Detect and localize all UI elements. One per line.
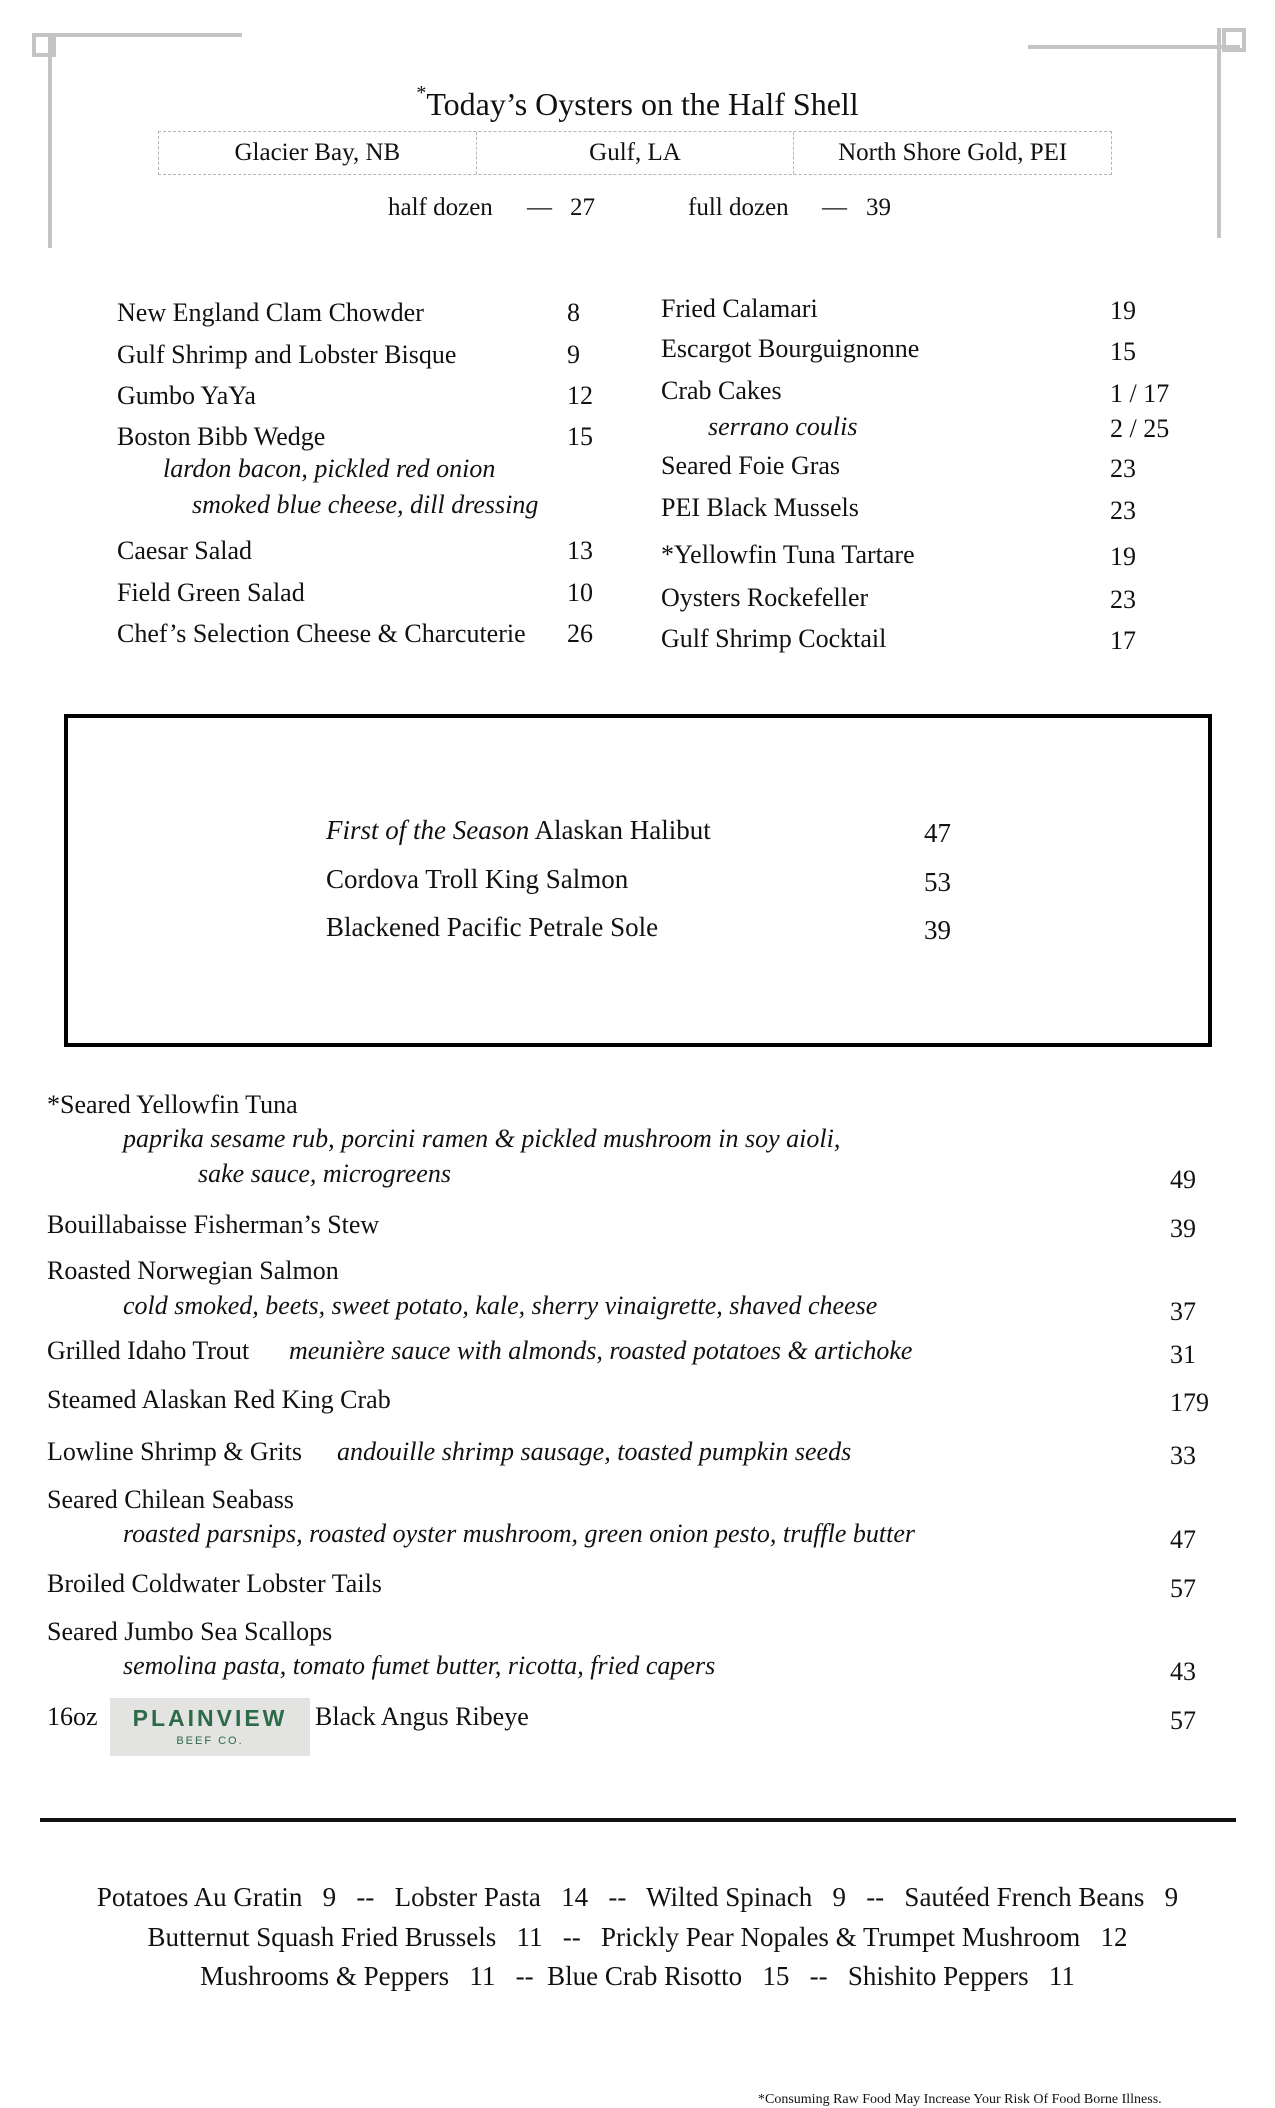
special-name: Cordova Troll King Salmon: [326, 864, 629, 894]
starter-name: Escargot Bourguignonne: [661, 334, 920, 363]
entree-name: Seared Jumbo Sea Scallops: [47, 1617, 333, 1646]
starter-name: Chef’s Selection Cheese & Charcuterie: [117, 619, 526, 648]
logo-subtitle: BEEF CO.: [176, 1735, 244, 1747]
oyster-half-dozen-dash: —: [527, 194, 552, 221]
oyster-full-dozen-price: 39: [866, 194, 891, 221]
corner-ornament-right-box: [1222, 28, 1246, 52]
starter-name: New England Clam Chowder: [117, 298, 424, 327]
entree-description: semolina pasta, tomato fumet butter, ricotta, fried capers: [123, 1651, 716, 1680]
starter-price: 23: [1110, 585, 1136, 614]
starter-price: 13: [567, 536, 593, 565]
starter-name: Field Green Salad: [117, 578, 305, 607]
corner-ornament-top-left: [32, 33, 242, 37]
entree-name: Bouillabaisse Fisherman’s Stew: [47, 1210, 380, 1239]
special-price: 47: [924, 818, 951, 848]
entree-price: 39: [1170, 1214, 1196, 1243]
sides-line: Potatoes Au Gratin 9 -- Lobster Pasta 14 -- Wilted Spinach 9 -- Sautéed French Beans 9: [96, 1882, 1179, 1912]
starter-name: Gulf Shrimp and Lobster Bisque: [117, 340, 457, 369]
starter-name: Gumbo YaYa: [117, 381, 256, 410]
starter-price: 23: [1110, 454, 1136, 483]
entree-description: andouille shrimp sausage, toasted pumpkin seeds: [337, 1437, 852, 1466]
starter-description: smoked blue cheese, dill dressing: [192, 490, 539, 519]
entree-description: paprika sesame rub, porcini ramen & pickled mushroom in soy aioli,: [123, 1124, 841, 1153]
oyster-full-dozen-label: full dozen: [688, 194, 789, 221]
plainview-beef-logo: [110, 1698, 310, 1756]
starter-price: 1 / 17: [1110, 379, 1170, 408]
oyster-full-dozen-dash: —: [822, 194, 847, 221]
oysters-title: [0, 82, 1275, 123]
starter-description: serrano coulis: [708, 412, 858, 441]
starter-price: 2 / 25: [1110, 414, 1170, 443]
starter-price: 19: [1110, 296, 1136, 325]
entree-name: Black Angus Ribeye: [315, 1702, 529, 1731]
logo-wordmark: PLAINVIEW: [132, 1705, 288, 1731]
oyster-variety: North Shore Gold, PEI: [838, 139, 1068, 166]
starter-name: Crab Cakes: [661, 376, 782, 405]
entree-price: 37: [1170, 1297, 1196, 1326]
entree-name: Seared Chilean Seabass: [47, 1485, 294, 1514]
oyster-variety: Glacier Bay, NB: [159, 132, 477, 174]
special-name: Alaskan Halibut: [534, 815, 711, 845]
starter-price: 10: [567, 578, 593, 607]
entree-description: cold smoked, beets, sweet potato, kale, sherry vinaigrette, shaved cheese: [123, 1291, 878, 1320]
special-price: 39: [924, 915, 951, 945]
starter-name: Oysters Rockefeller: [661, 583, 869, 612]
oyster-variety: Gulf, LA: [477, 132, 795, 174]
oyster-varieties: [158, 131, 1112, 175]
starter-price: 15: [1110, 337, 1136, 366]
starter-name: *Yellowfin Tuna Tartare: [661, 540, 915, 569]
starter-name: Seared Foie Gras: [661, 451, 841, 480]
starter-price: 9: [567, 340, 580, 369]
corner-ornament-right-rule: [1217, 28, 1221, 238]
entree-name: Roasted Norwegian Salmon: [47, 1256, 339, 1285]
sides-line: Mushrooms & Peppers 11 -- Blue Crab Risotto 15 -- Shishito Peppers 11: [200, 1961, 1075, 1991]
starter-price: 19: [1110, 542, 1136, 571]
special-price: 53: [924, 867, 951, 897]
starter-name: Gulf Shrimp Cocktail: [661, 624, 887, 653]
entree-price: 57: [1170, 1706, 1196, 1735]
starter-price: 17: [1110, 626, 1136, 655]
entree-name: Lowline Shrimp & Grits: [47, 1437, 302, 1466]
raw-asterisk: *: [416, 82, 427, 104]
special-item: [326, 815, 711, 846]
ribeye-size: 16oz: [47, 1702, 98, 1731]
corner-ornament-left-rule: [48, 33, 52, 248]
entree-name: Steamed Alaskan Red King Crab: [47, 1385, 391, 1414]
starter-price: 15: [567, 422, 593, 451]
entree-name: Grilled Idaho Trout: [47, 1336, 250, 1365]
special-name: Blackened Pacific Petrale Sole: [326, 912, 659, 942]
special-prefix: First of the Season: [326, 815, 530, 845]
entree-price: 47: [1170, 1525, 1196, 1554]
entree-price: 33: [1170, 1441, 1196, 1470]
starter-description: lardon bacon, pickled red onion: [163, 454, 496, 483]
starter-name: Fried Calamari: [661, 294, 818, 323]
entree-name: *Seared Yellowfin Tuna: [47, 1090, 298, 1119]
starter-name: PEI Black Mussels: [661, 493, 859, 522]
entree-price: 57: [1170, 1574, 1196, 1603]
entree-description: roasted parsnips, roasted oyster mushroom, green onion pesto, truffle butter: [123, 1519, 916, 1548]
starter-price: 8: [567, 298, 580, 327]
sides-line: Butternut Squash Fried Brussels 11 -- Prickly Pear Nopales & Trumpet Mushroom 12: [147, 1922, 1128, 1952]
oyster-half-dozen-price: 27: [570, 194, 595, 221]
starter-price: 12: [567, 381, 593, 410]
corner-ornament-top-right: [1028, 45, 1240, 49]
starter-price: 26: [567, 619, 593, 648]
entree-name: Broiled Coldwater Lobster Tails: [47, 1569, 382, 1598]
entree-description: meunière sauce with almonds, roasted potatoes & artichoke: [289, 1336, 913, 1365]
specials-box: [64, 714, 1212, 1047]
entree-price: 31: [1170, 1340, 1196, 1369]
raw-food-disclaimer: *Consuming Raw Food May Increase Your Risk Of Food Borne Illness.: [758, 2092, 1162, 2107]
corner-ornament-left-box: [32, 33, 56, 57]
entree-price: 43: [1170, 1657, 1196, 1686]
oyster-half-dozen-label: half dozen: [388, 194, 493, 221]
starter-price: 23: [1110, 496, 1136, 525]
sides-divider: [40, 1818, 1236, 1822]
starter-name: Boston Bibb Wedge: [117, 422, 326, 451]
entree-description: sake sauce, microgreens: [198, 1159, 451, 1188]
starter-name: Caesar Salad: [117, 536, 253, 565]
entree-price: 179: [1170, 1388, 1209, 1417]
oysters-title-text: Today’s Oysters on the Half Shell: [426, 86, 859, 122]
entree-price: 49: [1170, 1165, 1196, 1194]
